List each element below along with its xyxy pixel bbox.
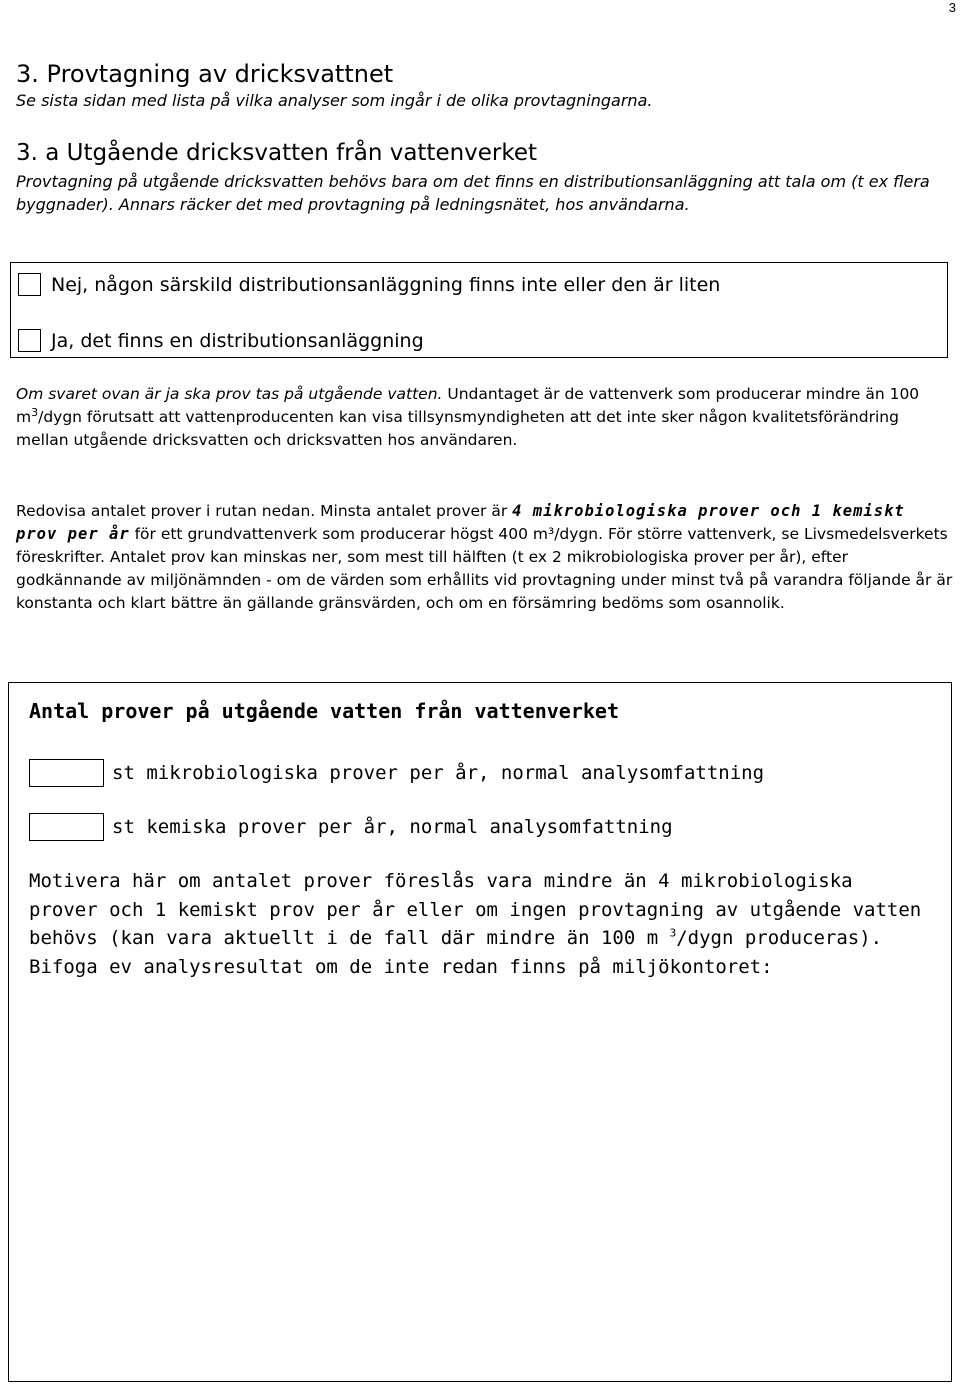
sampling-requirement-italic: Om svaret ovan är ja ska prov tas på utgående vatten.: [16, 385, 443, 403]
micro-samples-row: [29, 759, 764, 787]
chemical-samples-row: [29, 813, 673, 841]
page-number: 3: [948, 0, 956, 15]
micro-samples-label: st mikrobiologiska prover per år, normal analysomfattning: [112, 762, 765, 784]
option-has-distribution[interactable]: [18, 329, 424, 352]
sample-count-details: för ett grundvattenverk som producerar högst 400 m³/dygn. För större vattenverk, se Livsmedelsverkets föreskrifter. Antalet prov kan minskas ner, som mest till hälften (t ex 2 mikrobiologiska prover per år), efter godkännande av miljönämnden - om de värden som erhållits vid provtagning under minst två på varandra följande år är konstanta och klart bättre än gällande gränsvärden, och om en försämring bedöms som osannolik.: [16, 525, 953, 612]
exception-text-continued: /dygn förutsatt att vattenproducenten kan visa tillsynsmyndigheten att det inte sker någon kvalitetsförändring mellan utgående dricksvatten och dricksvatten hos användaren.: [16, 408, 899, 449]
distribution-choice-box: [10, 262, 948, 358]
chemical-samples-input[interactable]: [29, 813, 104, 841]
micro-samples-input[interactable]: [29, 759, 104, 787]
subsection-title: 3. a Utgående dricksvatten från vattenverket: [16, 140, 538, 166]
section-title: 3. Provtagning av dricksvattnet: [16, 60, 394, 88]
option-no-distribution[interactable]: [18, 273, 720, 296]
minimum-samples-emphasis: 4 mikrobiologiska prover och 1 kemiskt prov per år: [16, 502, 905, 543]
checkbox-has-distribution[interactable]: [18, 329, 41, 352]
sample-count-title: Antal prover på utgående vatten från vattenverket: [29, 699, 620, 723]
sample-count-paragraph: [16, 500, 956, 615]
chemical-samples-label: st kemiska prover per år, normal analysomfattning: [112, 816, 673, 838]
sample-count-box: [8, 682, 952, 1382]
sample-count-intro: Redovisa antalet prover i rutan nedan. Minsta antalet prover är: [16, 502, 513, 520]
exception-superscript: 3: [31, 405, 39, 419]
subsection-description: Provtagning på utgående dricksvatten behövs bara om det finns en distributionsanläggning att tala om (t ex flera byggnader). Annars räcker det med provtagning på ledningsnätet, hos användarna.: [16, 172, 930, 214]
exception-text: Undantaget är de vattenverk som producerar mindre än 100 m: [16, 385, 920, 426]
motivation-superscript: 3: [669, 926, 677, 940]
motivation-text[interactable]: [29, 867, 929, 981]
sampling-requirement-paragraph: [16, 383, 956, 452]
motivation-text-end: /dygn produceras). Bifoga ev analysresultat om de inte redan finns på miljökontoret:: [29, 927, 883, 978]
option-has-distribution-label: Ja, det finns en distributionsanläggning: [51, 329, 424, 352]
motivation-text-main: Motivera här om antalet prover föreslås vara mindre än 4 mikrobiologiska prover och 1 kemiskt prov per år eller om ingen provtagning av utgående vatten behövs (kan vara aktuellt i de fall där mindre än 100 m: [29, 870, 922, 949]
section-subtitle: Se sista sidan med lista på vilka analyser som ingår i de olika provtagningarna.: [16, 91, 653, 110]
option-no-distribution-label: Nej, någon särskild distributionsanläggning finns inte eller den är liten: [51, 273, 721, 296]
checkbox-no-distribution[interactable]: [18, 273, 41, 296]
